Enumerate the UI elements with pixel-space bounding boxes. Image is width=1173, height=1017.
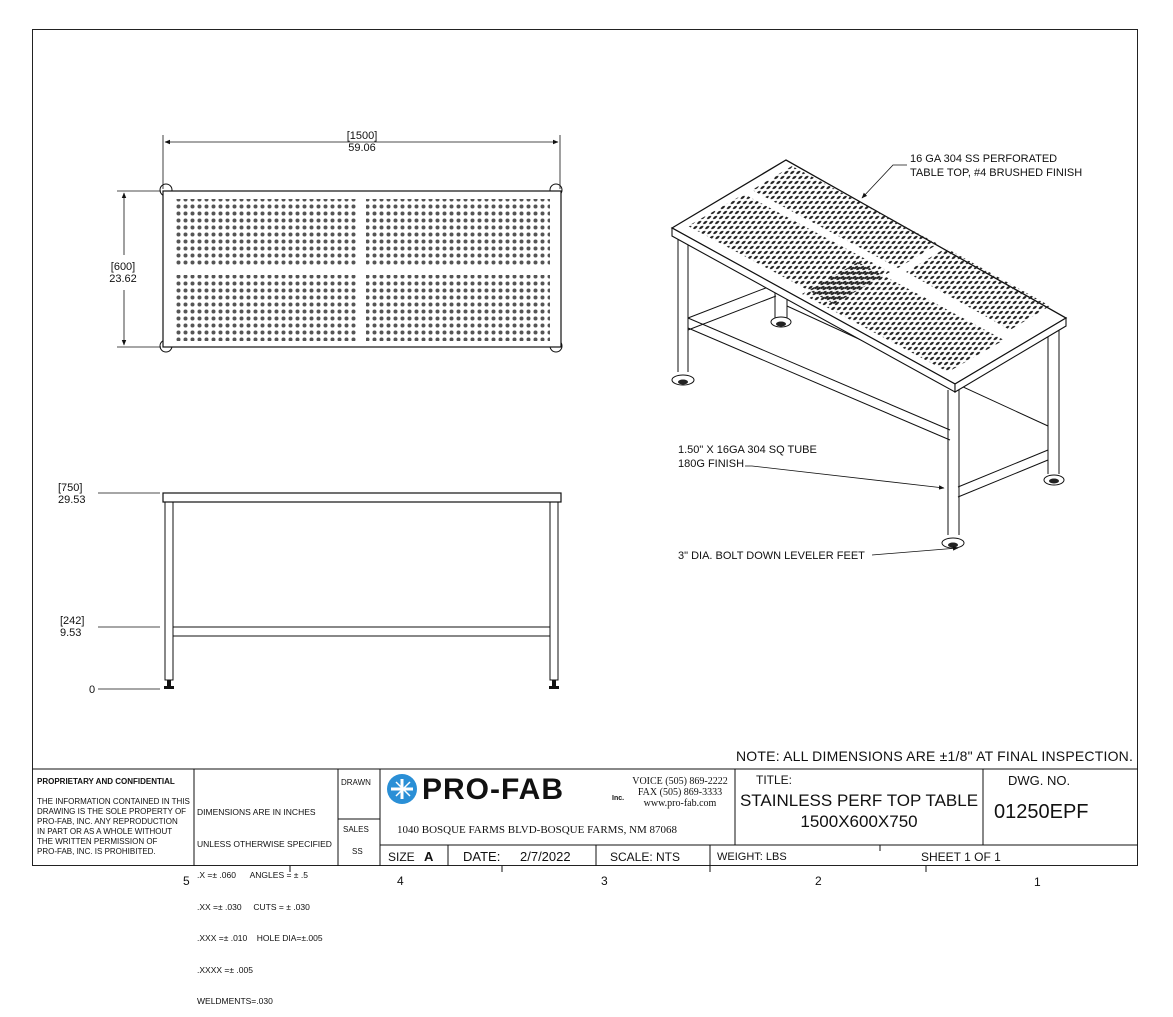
proprietary-line: IN PART OR AS A WHOLE WITHOUT [37, 827, 173, 836]
company-contact [626, 776, 734, 809]
tabletop-callout [910, 152, 1082, 180]
title-label: TITLE: [756, 773, 793, 787]
front-rail-imperial: 9.53 [60, 627, 82, 639]
top-depth-imperial: 23.62 [109, 273, 137, 285]
dwg-no-label: DWG. NO. [1008, 773, 1071, 788]
tabletop-callout-line2: TABLE TOP, #4 BRUSHED FINISH [910, 167, 1083, 179]
scale-value: SCALE: NTS [610, 850, 681, 864]
company-fax: FAX (505) 869-3333 [637, 787, 723, 798]
top-depth-dimension [98, 261, 148, 285]
tabletop-callout-line1: 16 GA 304 SS PERFORATED [910, 153, 1058, 165]
company-suffix: Inc. [612, 795, 625, 802]
proprietary-block [37, 777, 192, 857]
front-zero-dimension: 0 [88, 684, 96, 696]
sheet-value: SHEET 1 OF 1 [921, 850, 1001, 864]
front-height-metric: [750] [58, 482, 83, 494]
tolerance-line: UNLESS OTHERWISE SPECIFIED [197, 838, 332, 849]
zone-label: 5 [183, 874, 190, 888]
front-height-imperial: 29.53 [58, 494, 86, 506]
zone-label: 3 [601, 874, 608, 888]
tolerance-line: .XXX =± .010 HOLE DIA=±.005 [197, 933, 323, 943]
proprietary-line: THE INFORMATION CONTAINED IN THIS [37, 797, 190, 806]
feet-callout: 3" DIA. BOLT DOWN LEVELER FEET [678, 550, 865, 562]
top-width-imperial: 59.06 [348, 142, 376, 154]
company-web: www.pro-fab.com [643, 798, 717, 809]
dwg-no-value: 01250EPF [994, 801, 1089, 823]
front-rail-dimension [60, 615, 104, 639]
tolerance-line: .X =± .060 ANGLES = ± .5 [197, 870, 308, 880]
proprietary-line: PRO-FAB, INC. IS PROHIBITED. [37, 847, 156, 856]
company-address: 1040 BOSQUE FARMS BLVD-BOSQUE FARMS, NM 87068 [397, 824, 678, 836]
drawing-title [736, 790, 982, 832]
tolerance-line: DIMENSIONS ARE IN INCHES [197, 807, 316, 817]
top-width-dimension [330, 130, 394, 154]
front-rail-metric: [242] [60, 615, 85, 627]
tolerance-block [197, 786, 337, 1017]
proprietary-text [37, 797, 192, 857]
top-view [117, 135, 562, 352]
proprietary-line: PRO-FAB, INC. ANY REPRODUCTION [37, 817, 178, 826]
size-value: A [424, 849, 434, 864]
size-label: SIZE [388, 850, 415, 864]
front-view [98, 493, 561, 689]
company-name: PRO-FAB [422, 773, 564, 806]
front-height-dimension [58, 482, 102, 506]
zone-label: 2 [815, 874, 822, 888]
date-value: 2/7/2022 [520, 849, 571, 864]
proprietary-title: PROPRIETARY AND CONFIDENTIAL [37, 777, 175, 786]
sales-label: SALES [343, 825, 369, 834]
zone-label: 4 [397, 874, 404, 888]
top-width-metric: [1500] [346, 130, 378, 142]
proprietary-line: THE WRITTEN PERMISSION OF [37, 837, 158, 846]
drawing-title-line2: 1500X600X750 [800, 812, 918, 831]
pro-fab-logo-mark [387, 774, 417, 804]
tolerance-line: .XXXX =± .005 [197, 964, 253, 975]
tolerance-line: .XX =± .030 CUTS = ± .030 [197, 901, 310, 912]
tolerance-line: WELDMENTS=.030 [197, 996, 273, 1006]
drawing-title-line1: STAINLESS PERF TOP TABLE [739, 791, 979, 810]
isometric-view [672, 160, 1066, 548]
tube-callout-line2: 180G FINISH [678, 458, 745, 470]
top-depth-metric: [600] [110, 261, 136, 273]
weight-value: WEIGHT: LBS [717, 851, 787, 863]
sales-value: SS [352, 847, 363, 856]
company-voice: VOICE (505) 869-2222 [632, 776, 728, 787]
zone-label: 1 [1034, 875, 1041, 889]
drawn-label: DRAWN [341, 778, 371, 787]
tube-callout-line1: 1.50" X 16GA 304 SQ TUBE [678, 444, 817, 456]
date-label: DATE: [463, 849, 501, 864]
inspection-note: NOTE: ALL DIMENSIONS ARE ±1/8" AT FINAL INSPECTION. [736, 748, 1134, 764]
proprietary-line: DRAWING IS THE SOLE PROPERTY OF [37, 807, 187, 816]
tube-callout [678, 443, 817, 471]
